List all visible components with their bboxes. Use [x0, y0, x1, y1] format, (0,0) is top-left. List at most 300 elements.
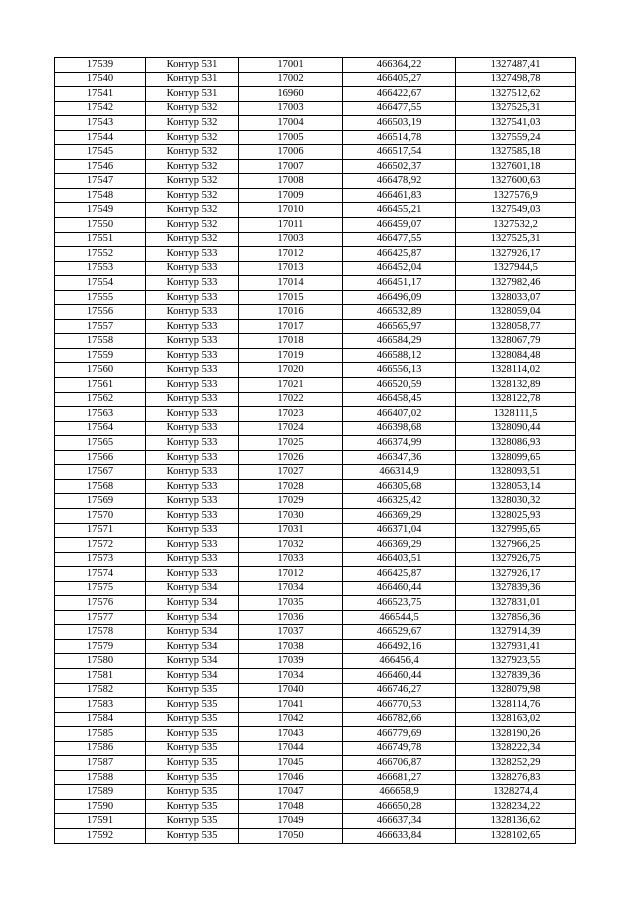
row-number-cell: 17578 [55, 625, 146, 640]
row-number-cell: 17549 [55, 203, 146, 218]
contour-name-cell: Контур 535 [146, 712, 239, 727]
y-coordinate-cell: 1328114,02 [456, 363, 576, 378]
row-number-cell: 17551 [55, 232, 146, 247]
x-coordinate-cell: 466369,29 [343, 508, 456, 523]
x-coordinate-cell: 466477,55 [343, 101, 456, 116]
x-coordinate-cell: 466459,07 [343, 218, 456, 233]
table-row [55, 538, 576, 553]
x-coordinate-cell: 466477,55 [343, 232, 456, 247]
point-number-cell: 17014 [239, 276, 343, 291]
x-coordinate-cell: 466405,27 [343, 72, 456, 87]
row-number-cell: 17591 [55, 814, 146, 829]
point-number-cell: 17044 [239, 741, 343, 756]
x-coordinate-cell: 466650,28 [343, 799, 456, 814]
row-number-cell: 17561 [55, 378, 146, 393]
table-row [55, 625, 576, 640]
y-coordinate-cell: 1327576,9 [456, 188, 576, 203]
y-coordinate-cell: 1327926,75 [456, 552, 576, 567]
row-number-cell: 17584 [55, 712, 146, 727]
point-number-cell: 17002 [239, 72, 343, 87]
table-row [55, 785, 576, 800]
row-number-cell: 17541 [55, 87, 146, 102]
table-row [55, 58, 576, 73]
y-coordinate-cell: 1328090,44 [456, 421, 576, 436]
contour-name-cell: Контур 534 [146, 581, 239, 596]
table-row [55, 581, 576, 596]
point-number-cell: 17003 [239, 101, 343, 116]
x-coordinate-cell: 466514,78 [343, 130, 456, 145]
contour-name-cell: Контур 533 [146, 334, 239, 349]
table-row [55, 712, 576, 727]
y-coordinate-cell: 1327966,25 [456, 538, 576, 553]
point-number-cell: 17028 [239, 479, 343, 494]
contour-name-cell: Контур 533 [146, 523, 239, 538]
row-number-cell: 17588 [55, 770, 146, 785]
row-number-cell: 17560 [55, 363, 146, 378]
point-number-cell: 17038 [239, 639, 343, 654]
contour-name-cell: Контур 532 [146, 116, 239, 131]
table-row [55, 799, 576, 814]
row-number-cell: 17557 [55, 319, 146, 334]
y-coordinate-cell: 1328079,98 [456, 683, 576, 698]
y-coordinate-cell: 1327601,18 [456, 159, 576, 174]
contour-name-cell: Контур 535 [146, 828, 239, 843]
x-coordinate-cell: 466529,67 [343, 625, 456, 640]
y-coordinate-cell: 1328025,93 [456, 508, 576, 523]
table-row [55, 247, 576, 262]
x-coordinate-cell: 466492,16 [343, 639, 456, 654]
point-number-cell: 17022 [239, 392, 343, 407]
x-coordinate-cell: 466374,99 [343, 436, 456, 451]
x-coordinate-cell: 466544,5 [343, 610, 456, 625]
point-number-cell: 17030 [239, 508, 343, 523]
table-row [55, 450, 576, 465]
table-row [55, 174, 576, 189]
contour-name-cell: Контур 534 [146, 625, 239, 640]
point-number-cell: 17004 [239, 116, 343, 131]
point-number-cell: 17035 [239, 596, 343, 611]
contour-name-cell: Контур 533 [146, 392, 239, 407]
table-row [55, 508, 576, 523]
table-row [55, 218, 576, 233]
table-row [55, 363, 576, 378]
y-coordinate-cell: 1328132,89 [456, 378, 576, 393]
contour-name-cell: Контур 533 [146, 305, 239, 320]
table-row [55, 479, 576, 494]
y-coordinate-cell: 1328136,62 [456, 814, 576, 829]
point-number-cell: 17023 [239, 407, 343, 422]
table-row [55, 159, 576, 174]
point-number-cell: 17015 [239, 290, 343, 305]
point-number-cell: 17011 [239, 218, 343, 233]
y-coordinate-cell: 1327831,01 [456, 596, 576, 611]
row-number-cell: 17583 [55, 698, 146, 713]
point-number-cell: 17018 [239, 334, 343, 349]
table-row [55, 596, 576, 611]
contour-name-cell: Контур 533 [146, 378, 239, 393]
table-row [55, 436, 576, 451]
contour-name-cell: Контур 533 [146, 407, 239, 422]
contour-name-cell: Контур 533 [146, 348, 239, 363]
row-number-cell: 17542 [55, 101, 146, 116]
row-number-cell: 17586 [55, 741, 146, 756]
contour-name-cell: Контур 532 [146, 159, 239, 174]
x-coordinate-cell: 466452,04 [343, 261, 456, 276]
table-row [55, 276, 576, 291]
y-coordinate-cell: 1328190,26 [456, 727, 576, 742]
x-coordinate-cell: 466746,27 [343, 683, 456, 698]
row-number-cell: 17563 [55, 407, 146, 422]
point-number-cell: 17048 [239, 799, 343, 814]
table-row [55, 290, 576, 305]
point-number-cell: 17013 [239, 261, 343, 276]
y-coordinate-cell: 1327487,41 [456, 58, 576, 73]
row-number-cell: 17567 [55, 465, 146, 480]
contour-name-cell: Контур 532 [146, 101, 239, 116]
contour-name-cell: Контур 531 [146, 87, 239, 102]
x-coordinate-cell: 466658,9 [343, 785, 456, 800]
table-row [55, 305, 576, 320]
table-row [55, 334, 576, 349]
y-coordinate-cell: 1327525,31 [456, 101, 576, 116]
point-number-cell: 17046 [239, 770, 343, 785]
row-number-cell: 17564 [55, 421, 146, 436]
row-number-cell: 17555 [55, 290, 146, 305]
point-number-cell: 17003 [239, 232, 343, 247]
table-row [55, 101, 576, 116]
point-number-cell: 17032 [239, 538, 343, 553]
row-number-cell: 17574 [55, 567, 146, 582]
y-coordinate-cell: 1328033,07 [456, 290, 576, 305]
table-row [55, 552, 576, 567]
contour-name-cell: Контур 533 [146, 567, 239, 582]
contour-name-cell: Контур 532 [146, 188, 239, 203]
x-coordinate-cell: 466407,02 [343, 407, 456, 422]
x-coordinate-cell: 466681,27 [343, 770, 456, 785]
x-coordinate-cell: 466347,36 [343, 450, 456, 465]
table-row [55, 683, 576, 698]
contour-name-cell: Контур 535 [146, 799, 239, 814]
point-number-cell: 17042 [239, 712, 343, 727]
coordinates-table [54, 57, 576, 844]
x-coordinate-cell: 466451,17 [343, 276, 456, 291]
x-coordinate-cell: 466565,97 [343, 319, 456, 334]
y-coordinate-cell: 1328053,14 [456, 479, 576, 494]
x-coordinate-cell: 466398,68 [343, 421, 456, 436]
x-coordinate-cell: 466588,12 [343, 348, 456, 363]
row-number-cell: 17566 [55, 450, 146, 465]
contour-name-cell: Контур 533 [146, 538, 239, 553]
contour-name-cell: Контур 535 [146, 683, 239, 698]
table-row [55, 494, 576, 509]
point-number-cell: 17008 [239, 174, 343, 189]
row-number-cell: 17562 [55, 392, 146, 407]
point-number-cell: 17007 [239, 159, 343, 174]
y-coordinate-cell: 1327585,18 [456, 145, 576, 160]
point-number-cell: 17037 [239, 625, 343, 640]
x-coordinate-cell: 466770,53 [343, 698, 456, 713]
contour-name-cell: Контур 533 [146, 552, 239, 567]
contour-name-cell: Контур 533 [146, 465, 239, 480]
y-coordinate-cell: 1327559,24 [456, 130, 576, 145]
y-coordinate-cell: 1327926,17 [456, 567, 576, 582]
row-number-cell: 17558 [55, 334, 146, 349]
row-number-cell: 17552 [55, 247, 146, 262]
x-coordinate-cell: 466305,68 [343, 479, 456, 494]
x-coordinate-cell: 466314,9 [343, 465, 456, 480]
table-row [55, 319, 576, 334]
y-coordinate-cell: 1327498,78 [456, 72, 576, 87]
y-coordinate-cell: 1327839,36 [456, 581, 576, 596]
row-number-cell: 17582 [55, 683, 146, 698]
point-number-cell: 17012 [239, 567, 343, 582]
point-number-cell: 17050 [239, 828, 343, 843]
point-number-cell: 17034 [239, 668, 343, 683]
contour-name-cell: Контур 534 [146, 639, 239, 654]
contour-name-cell: Контур 535 [146, 785, 239, 800]
x-coordinate-cell: 466455,21 [343, 203, 456, 218]
contour-name-cell: Контур 533 [146, 261, 239, 276]
x-coordinate-cell: 466520,59 [343, 378, 456, 393]
point-number-cell: 17029 [239, 494, 343, 509]
x-coordinate-cell: 466749,78 [343, 741, 456, 756]
point-number-cell: 17047 [239, 785, 343, 800]
x-coordinate-cell: 466517,54 [343, 145, 456, 160]
row-number-cell: 17544 [55, 130, 146, 145]
table-row [55, 72, 576, 87]
point-number-cell: 17033 [239, 552, 343, 567]
table-row [55, 203, 576, 218]
y-coordinate-cell: 1328099,65 [456, 450, 576, 465]
y-coordinate-cell: 1328086,93 [456, 436, 576, 451]
contour-name-cell: Контур 533 [146, 421, 239, 436]
contour-name-cell: Контур 533 [146, 247, 239, 262]
point-number-cell: 17020 [239, 363, 343, 378]
table-row [55, 421, 576, 436]
contour-name-cell: Контур 534 [146, 654, 239, 669]
y-coordinate-cell: 1328111,5 [456, 407, 576, 422]
y-coordinate-cell: 1328274,4 [456, 785, 576, 800]
point-number-cell: 17034 [239, 581, 343, 596]
x-coordinate-cell: 466364,22 [343, 58, 456, 73]
row-number-cell: 17592 [55, 828, 146, 843]
y-coordinate-cell: 1328102,65 [456, 828, 576, 843]
table-row [55, 770, 576, 785]
table-row [55, 232, 576, 247]
table-row [55, 698, 576, 713]
y-coordinate-cell: 1327995,65 [456, 523, 576, 538]
point-number-cell: 17041 [239, 698, 343, 713]
table-row [55, 668, 576, 683]
y-coordinate-cell: 1328276,83 [456, 770, 576, 785]
y-coordinate-cell: 1327600,63 [456, 174, 576, 189]
row-number-cell: 17565 [55, 436, 146, 451]
y-coordinate-cell: 1328222,34 [456, 741, 576, 756]
y-coordinate-cell: 1327839,36 [456, 668, 576, 683]
contour-name-cell: Контур 532 [146, 145, 239, 160]
row-number-cell: 17539 [55, 58, 146, 73]
y-coordinate-cell: 1328122,78 [456, 392, 576, 407]
point-number-cell: 17039 [239, 654, 343, 669]
point-number-cell: 17006 [239, 145, 343, 160]
contour-name-cell: Контур 532 [146, 218, 239, 233]
x-coordinate-cell: 466779,69 [343, 727, 456, 742]
table-row [55, 523, 576, 538]
x-coordinate-cell: 466460,44 [343, 668, 456, 683]
y-coordinate-cell: 1327512,62 [456, 87, 576, 102]
x-coordinate-cell: 466461,83 [343, 188, 456, 203]
table-row [55, 116, 576, 131]
row-number-cell: 17590 [55, 799, 146, 814]
row-number-cell: 17545 [55, 145, 146, 160]
table-row [55, 145, 576, 160]
x-coordinate-cell: 466369,29 [343, 538, 456, 553]
table-row [55, 654, 576, 669]
x-coordinate-cell: 466403,51 [343, 552, 456, 567]
y-coordinate-cell: 1327914,39 [456, 625, 576, 640]
row-number-cell: 17585 [55, 727, 146, 742]
point-number-cell: 17045 [239, 756, 343, 771]
y-coordinate-cell: 1327532,2 [456, 218, 576, 233]
point-number-cell: 17036 [239, 610, 343, 625]
row-number-cell: 17548 [55, 188, 146, 203]
table-row [55, 465, 576, 480]
row-number-cell: 17589 [55, 785, 146, 800]
row-number-cell: 17581 [55, 668, 146, 683]
row-number-cell: 17553 [55, 261, 146, 276]
point-number-cell: 17040 [239, 683, 343, 698]
point-number-cell: 17024 [239, 421, 343, 436]
x-coordinate-cell: 466371,04 [343, 523, 456, 538]
contour-name-cell: Контур 534 [146, 610, 239, 625]
contour-name-cell: Контур 535 [146, 814, 239, 829]
point-number-cell: 16960 [239, 87, 343, 102]
table-row [55, 378, 576, 393]
point-number-cell: 17009 [239, 188, 343, 203]
row-number-cell: 17568 [55, 479, 146, 494]
row-number-cell: 17572 [55, 538, 146, 553]
x-coordinate-cell: 466556,13 [343, 363, 456, 378]
x-coordinate-cell: 466523,75 [343, 596, 456, 611]
table-row [55, 814, 576, 829]
table-row [55, 610, 576, 625]
y-coordinate-cell: 1327525,31 [456, 232, 576, 247]
contour-name-cell: Контур 534 [146, 596, 239, 611]
y-coordinate-cell: 1328058,77 [456, 319, 576, 334]
contour-name-cell: Контур 532 [146, 203, 239, 218]
table-body [55, 58, 576, 844]
x-coordinate-cell: 466456,4 [343, 654, 456, 669]
y-coordinate-cell: 1327923,55 [456, 654, 576, 669]
point-number-cell: 17043 [239, 727, 343, 742]
x-coordinate-cell: 466637,34 [343, 814, 456, 829]
contour-name-cell: Контур 535 [146, 727, 239, 742]
x-coordinate-cell: 466633,84 [343, 828, 456, 843]
y-coordinate-cell: 1327549,03 [456, 203, 576, 218]
point-number-cell: 17016 [239, 305, 343, 320]
x-coordinate-cell: 466425,87 [343, 247, 456, 262]
contour-name-cell: Контур 533 [146, 319, 239, 334]
row-number-cell: 17576 [55, 596, 146, 611]
y-coordinate-cell: 1328114,76 [456, 698, 576, 713]
row-number-cell: 17556 [55, 305, 146, 320]
y-coordinate-cell: 1328059,04 [456, 305, 576, 320]
row-number-cell: 17547 [55, 174, 146, 189]
contour-name-cell: Контур 533 [146, 479, 239, 494]
x-coordinate-cell: 466460,44 [343, 581, 456, 596]
table-row [55, 639, 576, 654]
point-number-cell: 17026 [239, 450, 343, 465]
row-number-cell: 17575 [55, 581, 146, 596]
y-coordinate-cell: 1328093,51 [456, 465, 576, 480]
table-row [55, 407, 576, 422]
contour-name-cell: Контур 533 [146, 363, 239, 378]
table-row [55, 828, 576, 843]
row-number-cell: 17559 [55, 348, 146, 363]
row-number-cell: 17571 [55, 523, 146, 538]
contour-name-cell: Контур 533 [146, 450, 239, 465]
contour-name-cell: Контур 532 [146, 130, 239, 145]
y-coordinate-cell: 1327982,46 [456, 276, 576, 291]
contour-name-cell: Контур 535 [146, 770, 239, 785]
point-number-cell: 17010 [239, 203, 343, 218]
x-coordinate-cell: 466458,45 [343, 392, 456, 407]
point-number-cell: 17005 [239, 130, 343, 145]
contour-name-cell: Контур 533 [146, 508, 239, 523]
row-number-cell: 17554 [55, 276, 146, 291]
row-number-cell: 17540 [55, 72, 146, 87]
x-coordinate-cell: 466503,19 [343, 116, 456, 131]
table-row [55, 87, 576, 102]
x-coordinate-cell: 466422,67 [343, 87, 456, 102]
row-number-cell: 17550 [55, 218, 146, 233]
table-row [55, 261, 576, 276]
y-coordinate-cell: 1328252,29 [456, 756, 576, 771]
x-coordinate-cell: 466584,29 [343, 334, 456, 349]
contour-name-cell: Контур 531 [146, 58, 239, 73]
y-coordinate-cell: 1327931,41 [456, 639, 576, 654]
row-number-cell: 17569 [55, 494, 146, 509]
x-coordinate-cell: 466478,92 [343, 174, 456, 189]
row-number-cell: 17579 [55, 639, 146, 654]
x-coordinate-cell: 466425,87 [343, 567, 456, 582]
table-row [55, 188, 576, 203]
table-row [55, 348, 576, 363]
contour-name-cell: Контур 535 [146, 756, 239, 771]
contour-name-cell: Контур 533 [146, 276, 239, 291]
x-coordinate-cell: 466325,42 [343, 494, 456, 509]
point-number-cell: 17021 [239, 378, 343, 393]
table-row [55, 567, 576, 582]
contour-name-cell: Контур 531 [146, 72, 239, 87]
row-number-cell: 17587 [55, 756, 146, 771]
y-coordinate-cell: 1328084,48 [456, 348, 576, 363]
row-number-cell: 17546 [55, 159, 146, 174]
point-number-cell: 17019 [239, 348, 343, 363]
point-number-cell: 17049 [239, 814, 343, 829]
row-number-cell: 17580 [55, 654, 146, 669]
contour-name-cell: Контур 533 [146, 494, 239, 509]
y-coordinate-cell: 1327926,17 [456, 247, 576, 262]
table-row [55, 756, 576, 771]
y-coordinate-cell: 1327541,03 [456, 116, 576, 131]
table-row [55, 392, 576, 407]
point-number-cell: 17012 [239, 247, 343, 262]
row-number-cell: 17543 [55, 116, 146, 131]
x-coordinate-cell: 466496,09 [343, 290, 456, 305]
point-number-cell: 17031 [239, 523, 343, 538]
contour-name-cell: Контур 535 [146, 698, 239, 713]
